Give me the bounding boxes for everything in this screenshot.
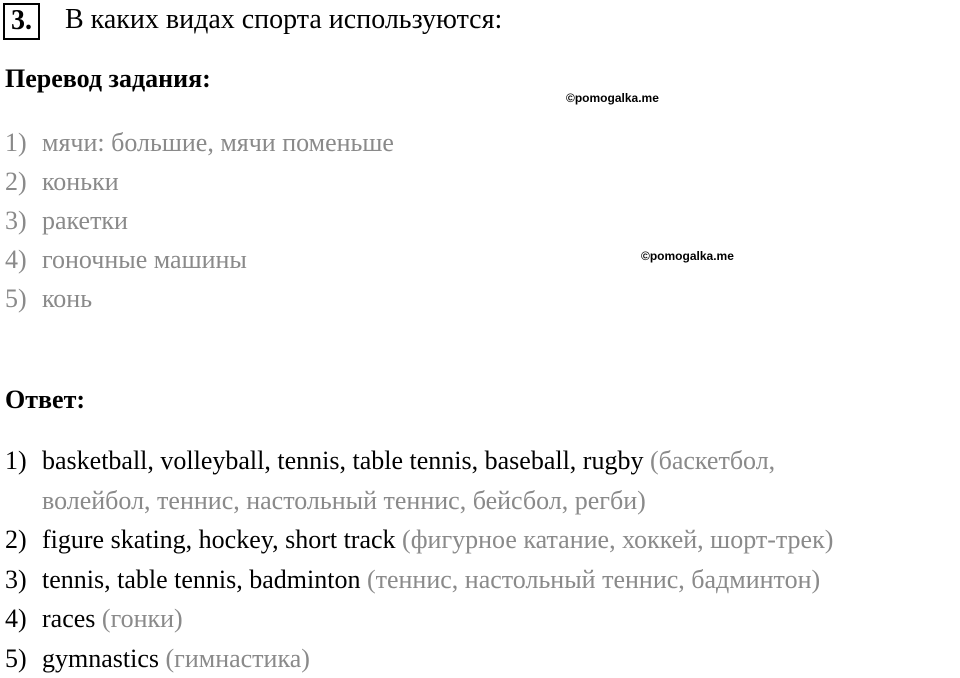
list-item [5, 201, 394, 240]
answer-russian: (гонки) [102, 604, 183, 633]
list-item [5, 279, 394, 318]
answer-english: figure skating, hockey, short track [42, 525, 402, 554]
answer-heading: Ответ: [5, 385, 85, 415]
task-number: 3. [3, 3, 40, 40]
answer-russian: (фигурное катание, хоккей, шорт-трек) [402, 525, 833, 554]
answer-english: tennis, table tennis, badminton [42, 565, 360, 594]
item-number: 5) [5, 639, 27, 678]
watermark: ©pomogalka.me [641, 249, 734, 263]
list-item [5, 240, 394, 279]
translation-heading: Перевод задания: [5, 64, 211, 94]
item-number: 3) [5, 201, 27, 240]
item-number: 1) [5, 441, 27, 481]
list-item [5, 560, 833, 600]
item-number: 5) [5, 279, 27, 318]
answer-russian: волейбол, теннис, настольный теннис, бейсбол, регби) [42, 486, 646, 515]
item-number: 1) [5, 123, 27, 162]
translation-list [5, 123, 394, 318]
item-number: 4) [5, 240, 27, 279]
list-item [5, 599, 833, 639]
answer-list [5, 441, 833, 678]
answer-english: gymnastics [42, 644, 159, 673]
answer-russian: (гимнастика) [166, 644, 310, 673]
list-item-continuation [5, 481, 833, 521]
item-text: ракетки [42, 206, 128, 235]
item-number: 2) [5, 520, 27, 560]
list-item [5, 520, 833, 560]
item-text: коньки [42, 167, 119, 196]
answer-russian: (баскетбол, [650, 446, 775, 475]
item-number: 3) [5, 560, 27, 600]
item-text: мячи: большие, мячи поменьше [42, 128, 394, 157]
answer-english: basketball, volleyball, tennis, table tennis, baseball, rugby [42, 446, 643, 475]
item-text: гоночные машины [42, 245, 247, 274]
watermark: ©pomogalka.me [566, 91, 659, 105]
task-text: В каких видах спорта используются: [65, 4, 502, 36]
answer-english: races [42, 604, 95, 633]
answer-russian: (теннис, настольный теннис, бадминтон) [367, 565, 820, 594]
list-item [5, 639, 833, 678]
item-text: конь [42, 284, 92, 313]
item-number: 2) [5, 162, 27, 201]
list-item [5, 441, 833, 481]
list-item [5, 123, 394, 162]
item-number: 4) [5, 599, 27, 639]
list-item [5, 162, 394, 201]
